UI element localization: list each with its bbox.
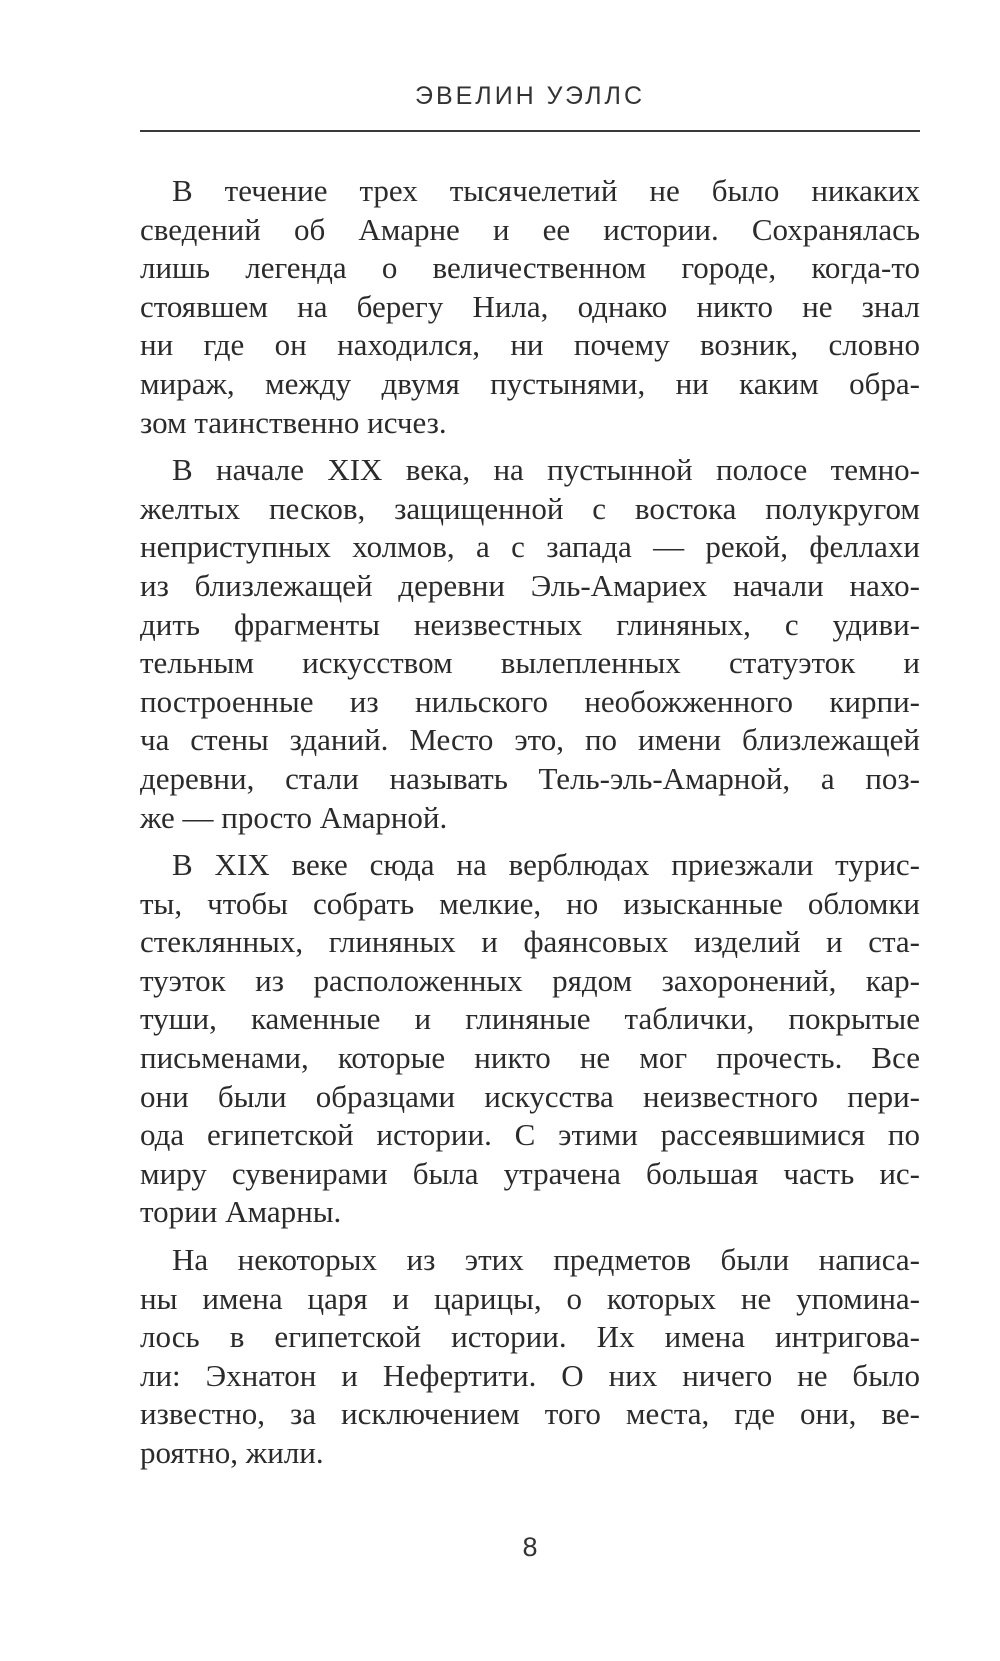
text-line: На некоторых из этих предметов были написа- — [172, 1242, 920, 1278]
text-line: из близлежащей деревни Эль-Амариех начали нахо- — [140, 567, 920, 603]
header-rule — [140, 130, 920, 132]
paragraph-1 — [140, 172, 920, 442]
text-line: стоявшем на берегу Нила, однако никто не знал — [140, 288, 920, 324]
paragraph-3 — [140, 846, 920, 1232]
text-line: тельным искусством вылепленных статуэток и — [140, 645, 920, 681]
text-line: желтых песков, защищенной с востока полукругом — [140, 490, 920, 526]
text-line: деревни, стали называть Тель-эль-Амарной, а поз- — [140, 760, 920, 796]
text-line: ли: Эхнатон и Нефертити. О них ничего не было — [140, 1357, 920, 1393]
paragraph-4 — [140, 1241, 920, 1473]
text-line: туэток из расположенных рядом захоронений, кар- — [140, 962, 920, 998]
text-line: ода египетской истории. С этими рассеявшимися по — [140, 1117, 920, 1153]
text-line: построенные из нильского необожженного кирпи- — [140, 683, 920, 719]
text-line: неприступных холмов, а с запада — рекой, феллахи — [140, 529, 920, 565]
text-line: стеклянных, глиняных и фаянсовых изделий и ста- — [140, 924, 920, 960]
text-line: миру сувенирами была утрачена большая часть ис- — [140, 1155, 920, 1191]
text-line: роятно, жили. — [140, 1435, 324, 1470]
text-line: сведений об Амарне и ее истории. Сохранялась — [140, 211, 920, 247]
text-line: ны имена царя и царицы, о которых не упомина- — [140, 1280, 920, 1316]
text-line: зом таинственно исчез. — [140, 404, 447, 440]
text-line: мираж, между двумя пустынями, ни каким обра- — [140, 365, 920, 401]
running-head-author: ЭВЕЛИН УЭЛЛС — [414, 82, 646, 110]
text-line: ни где он находился, ни почему возник, словно — [140, 327, 920, 363]
text-line: В XIX веке сюда на верблюдах приезжали турис- — [172, 847, 920, 883]
text-line: В течение трех тысячелетий не было никаких — [172, 173, 920, 208]
text-line: известно, за исключением того места, где они, ве- — [140, 1396, 920, 1432]
text-line: они были образцами искусства неизвестного пери- — [140, 1078, 920, 1114]
text-line: ча стены зданий. Место это, по имени близлежащей — [140, 722, 920, 758]
text-line: тории Амарны. — [140, 1194, 342, 1230]
body-text — [140, 172, 920, 1482]
text-line: письменами, которые никто не мог прочесть. Все — [140, 1040, 920, 1076]
text-line: ты, чтобы собрать мелкие, но изысканные обломки — [140, 885, 920, 921]
text-line: туши, каменные и глиняные таблички, покрытые — [140, 1001, 920, 1037]
text-line: В начале XIX века, на пустынной полосе темно- — [172, 452, 920, 488]
text-line: же — просто Амарной. — [140, 799, 448, 835]
text-line: лось в египетской истории. Их имена интригова- — [140, 1319, 920, 1355]
text-line: лишь легенда о величественном городе, когда-то — [140, 250, 920, 286]
page-number: 8 — [522, 1532, 538, 1562]
paragraph-2 — [140, 451, 920, 837]
text-line: дить фрагменты неизвестных глиняных, с удиви- — [140, 606, 920, 642]
